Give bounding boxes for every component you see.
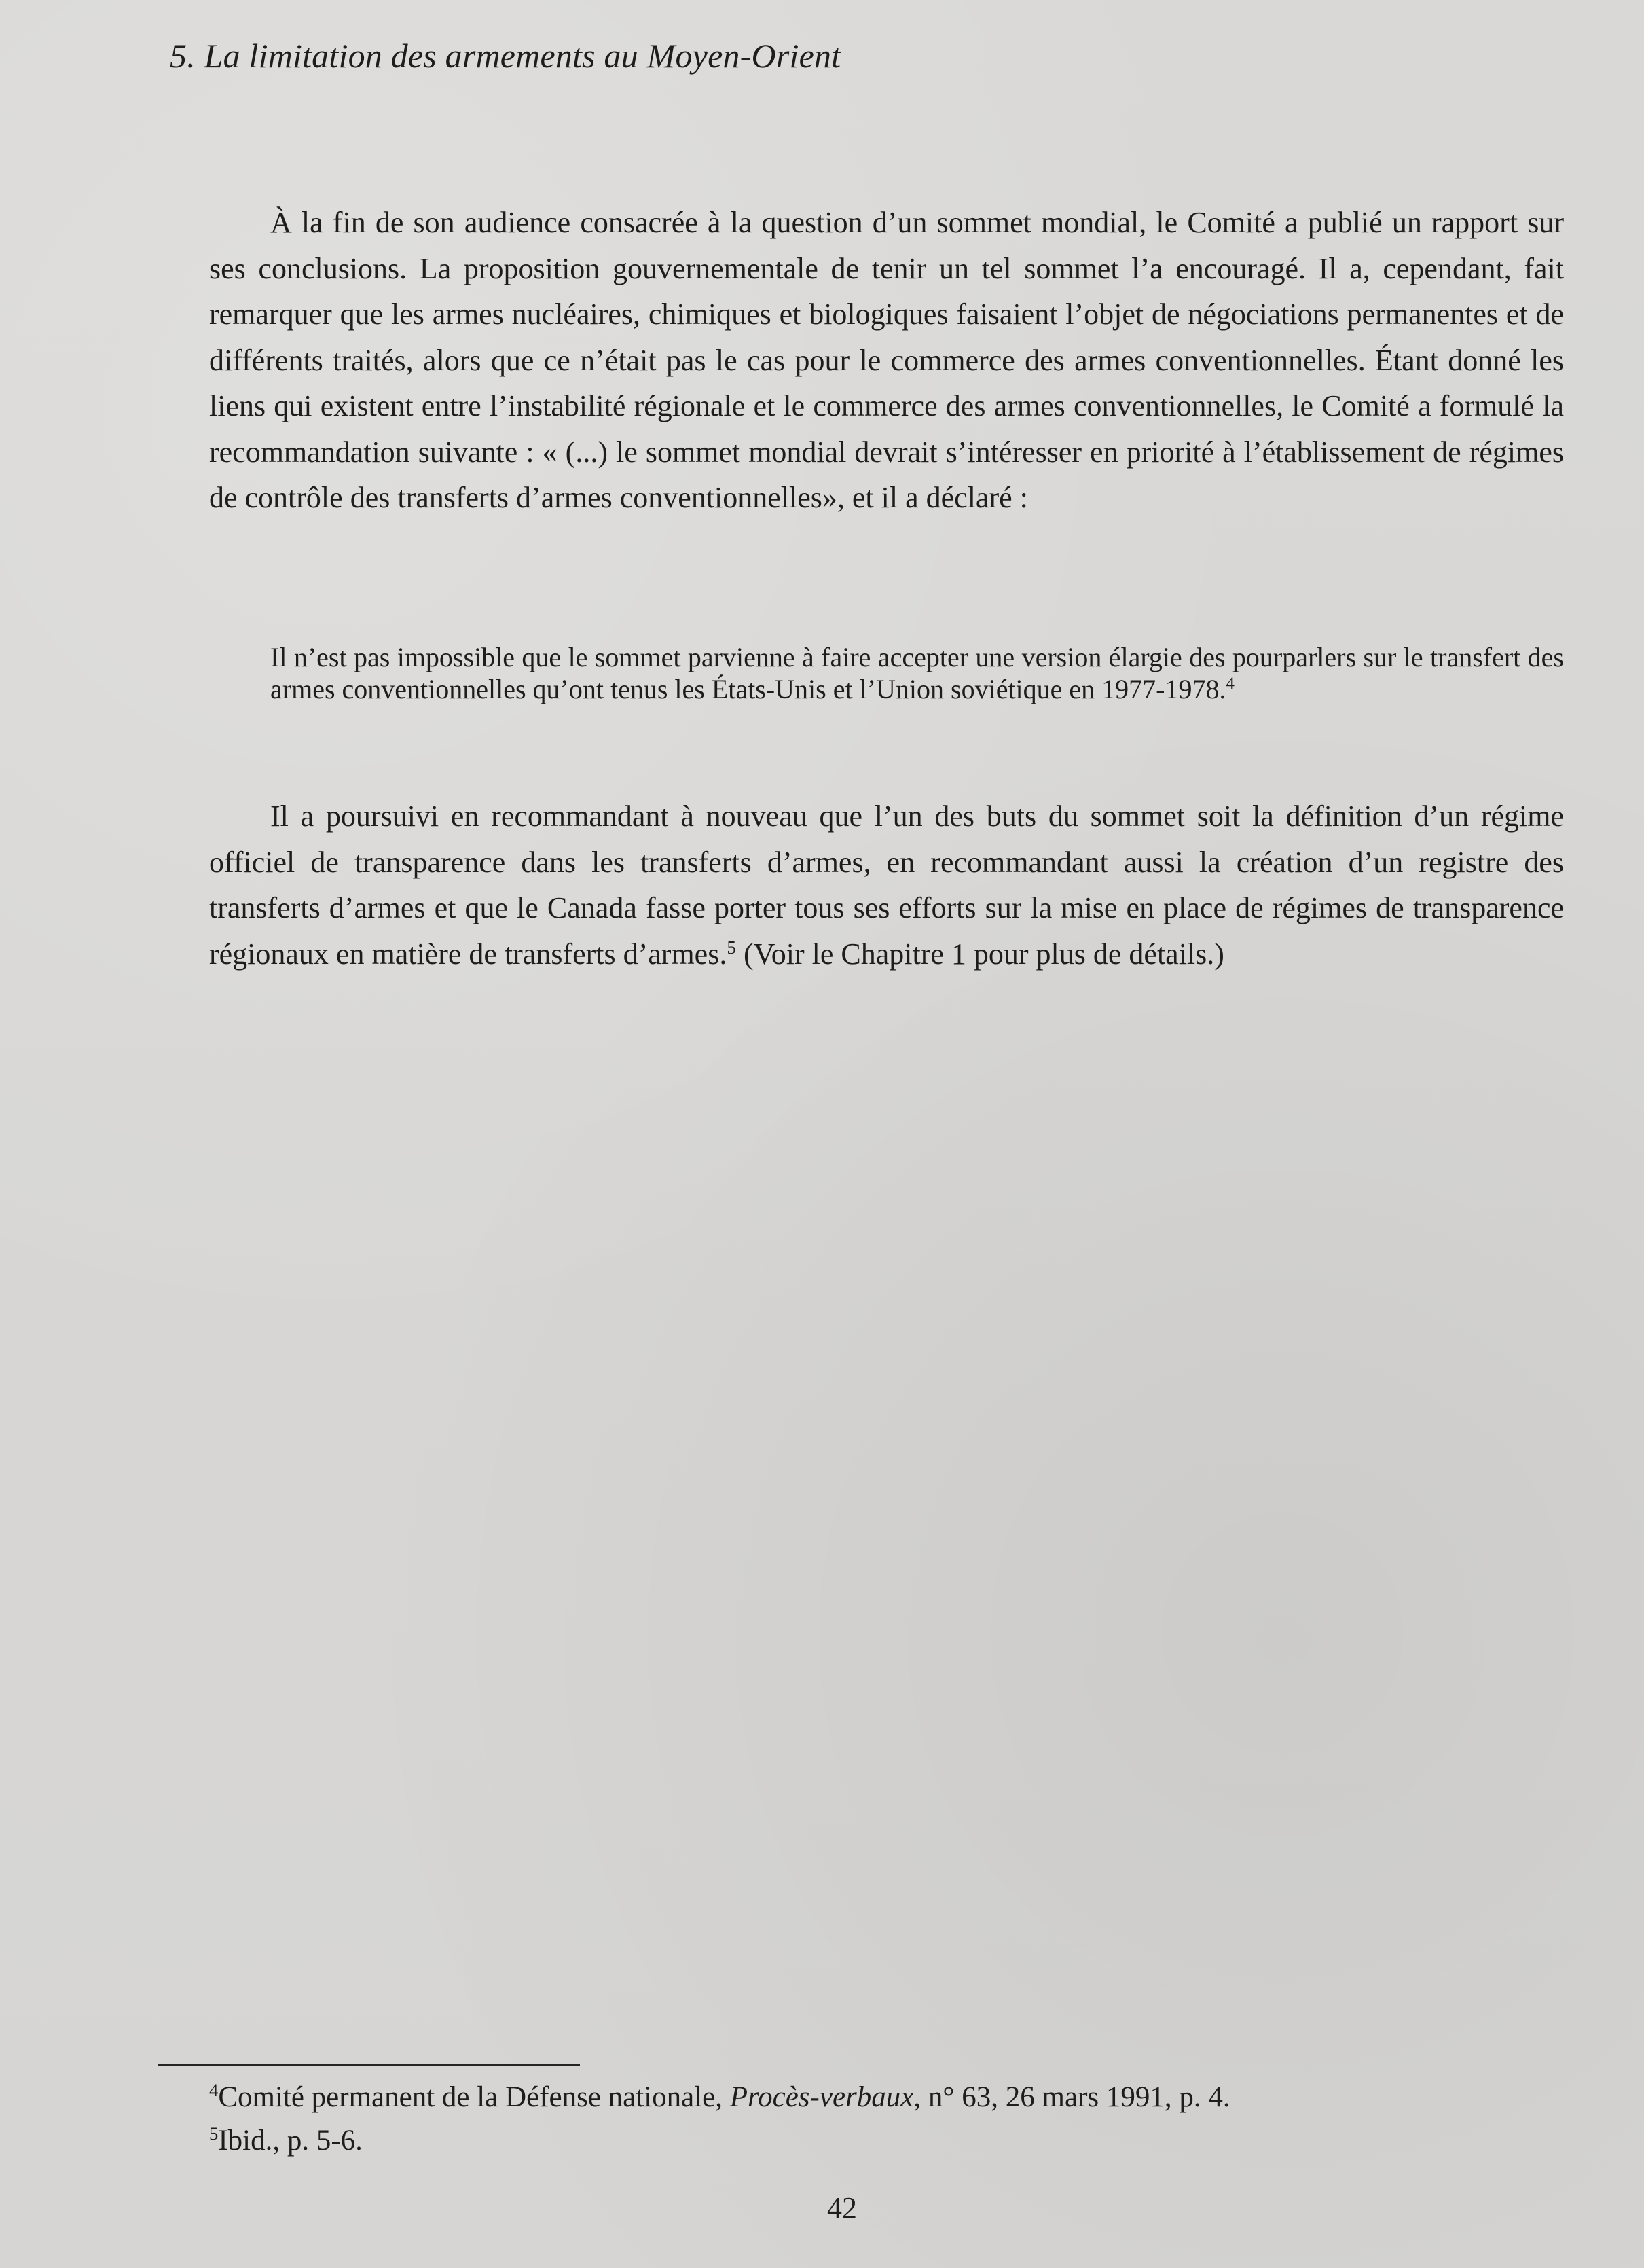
footnote-ref-4: 4 bbox=[1226, 674, 1235, 694]
footnote-marker-4: 4 bbox=[209, 2080, 219, 2101]
footnote-4-before-title: Comité permanent de la Défense nationale, bbox=[218, 2081, 730, 2113]
footnote-separator-rule bbox=[158, 2064, 580, 2066]
block-quote-text: Il n’est pas impossible que le sommet parvienne à faire accepter une version élargie des pourparlers sur le transfert des armes conventionnelles qu’ont tenus les États-Unis et l’Union soviétique en 1977-1978. bbox=[270, 642, 1564, 704]
footnote-marker-5: 5 bbox=[209, 2123, 219, 2144]
page-number: 42 bbox=[827, 2191, 857, 2225]
footnote-4 bbox=[209, 2076, 1564, 2119]
footnote-5 bbox=[209, 2119, 1564, 2163]
footnote-4-title: Procès-verbaux bbox=[729, 2081, 914, 2113]
footnotes-section bbox=[209, 2076, 1564, 2163]
body-paragraph-2-tail: (Voir le Chapitre 1 pour plus de détails.) bbox=[735, 937, 1224, 971]
block-quote bbox=[270, 641, 1564, 705]
footnote-5-text: Ibid., p. 5-6. bbox=[218, 2125, 363, 2157]
footnote-4-after-title: , n° 63, 26 mars 1991, p. 4. bbox=[913, 2081, 1230, 2113]
body-paragraph-1: À la fin de son audience consacrée à la question d’un sommet mondial, le Comité a publié un rapport sur ses conclusions. La proposition gouvernementale de tenir un tel sommet l’a encouragé. Il a, cependant, fait remarquer que les armes nucléaires, chimiques et biologiques faisaient l’objet de négociations permanentes et de différents traités, alors que ce n’était pas le cas pour le commerce des armes conventionnelles. Étant donné les liens qui existent entre l’instabilité régionale et le commerce des armes conventionnelles, le Comité a formulé la recommandation suivante : « (...) le sommet mondial devrait s’intéresser en priorité à l’établissement de régimes de contrôle des transferts d’armes conventionnelles», et il a déclaré : bbox=[209, 206, 1564, 514]
footnote-ref-5: 5 bbox=[727, 937, 736, 958]
body-paragraph-2-main: Il a poursuivi en recommandant à nouveau que l’un des buts du sommet soit la définition d’un régime officiel de transparence dans les transferts d’armes, en recommandant aussi la création d’un registre des transferts d’armes et que le Canada fasse porter tous ses efforts sur la mise en place de régimes de transparence régionaux en matière de transferts d’armes. bbox=[209, 799, 1564, 971]
body-paragraph-2 bbox=[209, 793, 1564, 977]
running-header-title: 5. La limitation des armements au Moyen-Orient bbox=[170, 37, 841, 75]
